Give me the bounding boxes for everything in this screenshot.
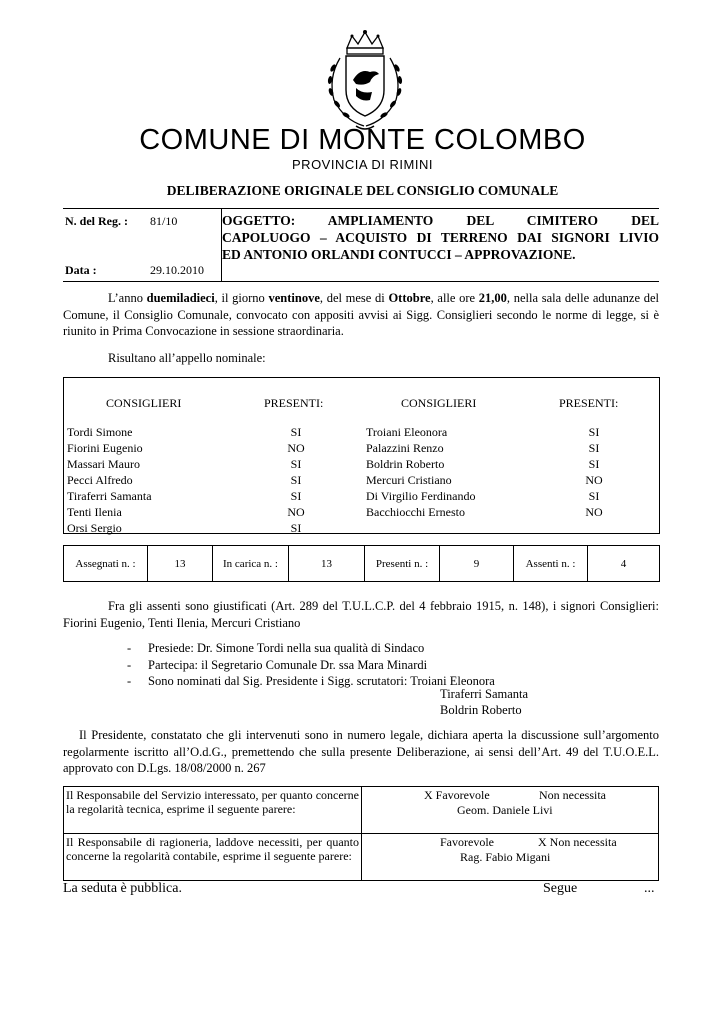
counts-table [63,545,660,582]
date-label: Data : [65,263,97,277]
presence-value: NO [287,505,305,519]
absences-paragraph: Fra gli assenti sono giustificati (Art. 289 del T.U.L.C.P. del 4 febbraio 1915, n. 148), i signori Consiglieri: Fiorini Eugenio, Tenti Ilenia, Mercuri Cristiano [63,599,659,630]
segue-label: Segue [543,881,578,896]
municipal-crest-icon [300,28,430,136]
in-carica-label: In carica n. : [213,546,289,581]
list-item: Fiorini Eugenio [67,441,143,455]
scrutatore-3: Boldrin Roberto [440,703,522,717]
left-presence [274,424,318,536]
bullet-dash: - [127,641,132,655]
presenti-value: 9 [440,546,514,581]
intro-paragraph [63,290,659,340]
assenti-label: Assenti n. : [514,546,588,581]
scrutatore-2: Tiraferri Samanta [440,687,529,701]
municipality-name: COMUNE DI MONTE COLOMBO [139,124,586,156]
presence-value: SI [588,489,600,503]
subject-line-2: CAPOLUOGO – ACQUISTO DI TERRENO DAI SIGNORI LIVIO [222,230,659,245]
technical-opinion-result [362,787,658,833]
roles-list [127,640,620,690]
list-item: Tordi Simone [67,425,133,439]
accounting-opinion-result [362,834,658,880]
intro-day: ventinove [268,291,320,305]
public-session: La seduta è pubblica. [63,881,182,896]
list-item: Boldrin Roberto [366,457,445,471]
attendance-table [63,377,660,534]
list-item: Mercuri Cristiano [366,473,452,487]
assenti-value: 4 [620,557,627,570]
presence-value: SI [290,473,302,487]
bullet-dash: - [127,657,132,672]
opinions-table [63,786,659,881]
list-item: Presiede: Dr. Simone Tordi nella sua qualità di Sindaco [148,641,425,655]
intro-text-b: , il giorno [214,291,269,305]
list-item: Palazzini Renzo [366,441,444,455]
roll-call-text: Risultano all’appello nominale: [108,351,266,365]
assegnati-value: 13 [148,546,213,581]
reg-number-label: N. del Reg. : [65,214,128,228]
document-title: DELIBERAZIONE ORIGINALE DEL CONSIGLIO COMUNALE [166,183,559,198]
list-item: Orsi Sergio [67,521,122,535]
list-item: Tiraferri Samanta [67,489,152,503]
province-name: PROVINCIA DI RIMINI [292,157,433,172]
in-carica-value: 13 [289,546,365,581]
date-value: 29.10.2010 [150,263,204,277]
subject [222,212,659,263]
presence-value: NO [287,441,305,455]
accounting-non-necessita: X Non necessita [538,835,617,849]
right-col-header: CONSIGLIERI [401,396,477,410]
continuation-dots: ... [644,881,655,896]
list-item: Tenti Ilenia [67,505,122,519]
presence-value: NO [585,505,603,519]
presence-value: SI [290,489,302,503]
assegnati-label: Assegnati n. : [64,546,148,581]
bullet-dash: - [127,674,132,688]
technical-opinion-row [64,787,658,834]
presence-value: SI [588,425,600,439]
presence-value: NO [585,473,603,487]
technical-opinion-text: Il Responsabile del Servizio interessato, per quanto concerne la regolarità tecnica, esprime il seguente parere: [64,787,362,833]
intro-text-c: , del mese di [319,291,389,305]
presence-value: SI [588,457,600,471]
list-item: Partecipa: il Segretario Comunale Dr. ssa Mara Minardi [148,657,428,672]
presence-value: SI [588,441,600,455]
intro-year: duemiladieci [146,291,215,305]
subject-line-3: ED ANTONIO ORLANDI CONTUCCI – APPROVAZIONE. [222,247,576,262]
left-col-header: CONSIGLIERI [106,396,182,410]
left-names [67,424,152,536]
subject-line-1: OGGETTO: AMPLIAMENTO DEL CIMITERO DEL [222,213,659,228]
intro-time: 21,00 [478,291,507,305]
accounting-favorevole: Favorevole [440,835,494,849]
accounting-opinion-row [64,834,658,880]
intro-text-d: , alle ore [430,291,479,305]
list-item: Pecci Alfredo [67,473,133,487]
reg-number-value: 81/10 [150,214,178,228]
accounting-signer: Rag. Fabio Migani [460,850,551,864]
list-item: Troiani Eleonora [366,425,448,439]
technical-signer: Geom. Daniele Livi [457,803,553,817]
left-present-header: PRESENTI: [264,396,324,410]
presence-value: SI [290,457,302,471]
list-item: Di Virgilio Ferdinando [366,489,476,503]
president-paragraph: Il Presidente, constatato che gli intervenuti sono in numero legale, dichiara aperta la discussione sull’argomento regolarmente iscritto all’O.d.G., premettendo che sulla presente Deliberazione, ai sensi dell’Art. 49 del T.U.O.E.L. approvato con D.Lgs. 18/08/2000 n. 267 [63,728,659,775]
accounting-opinion-text: Il Responsabile di ragioneria, laddove necessiti, per quanto concerne la regolarità contabile, esprime il seguente parere: [64,834,362,880]
intro-text-e: , nella sala delle adunanze del Comune, il Consiglio Comunale, convocato con appositi avvisi ai Sigg. Consiglieri secondo le norme di legge, si è riunito in Prima Convocazione in sessione straordinaria. [63,291,659,338]
right-names [366,424,476,520]
list-item: Massari Mauro [67,457,140,471]
right-present-header: PRESENTI: [559,396,619,410]
intro-month: Ottobre [388,291,431,305]
presence-value: SI [290,521,302,535]
right-presence [572,424,616,520]
technical-non-necessita: Non necessita [539,788,606,802]
presence-value: SI [290,425,302,439]
presenti-label: Presenti n. : [365,546,440,581]
list-item: Bacchiocchi Ernesto [366,505,465,519]
intro-text-a: L’anno [108,291,147,305]
list-item: Sono nominati dal Sig. Presidente i Sigg. scrutatori: Troiani Eleonora [148,674,495,688]
technical-favorevole: X Favorevole [424,788,490,802]
